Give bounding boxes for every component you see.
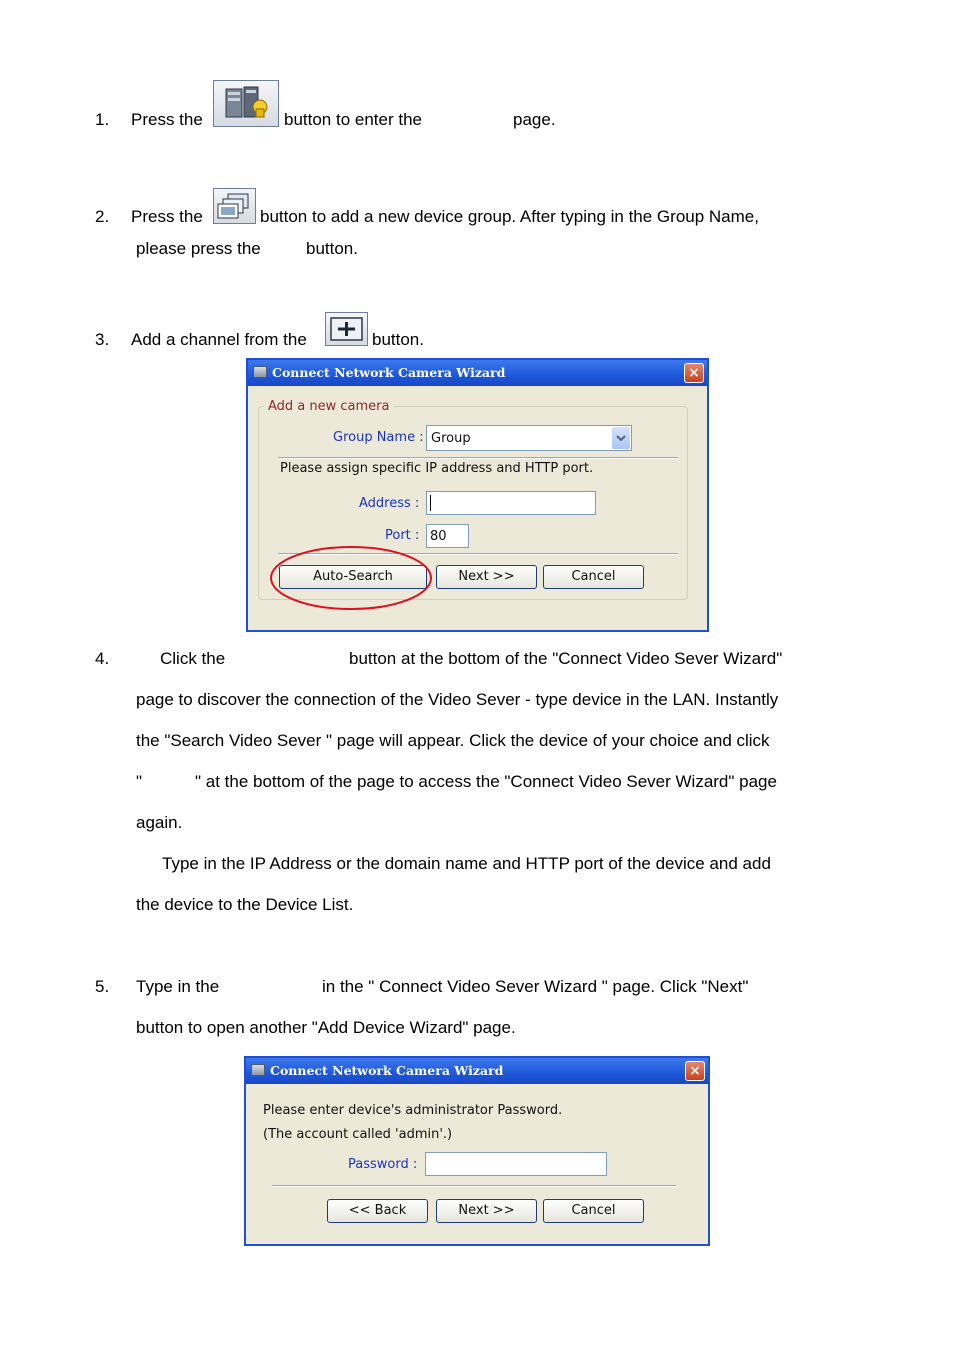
step4-line7: the device to the Device List. — [136, 895, 354, 914]
dialog-title: Connect Network Camera Wizard — [270, 1063, 504, 1078]
dialog-title-bar — [246, 1058, 708, 1084]
next-button[interactable]: Next >> — [436, 1199, 537, 1223]
step2-line2-a: please press the — [136, 239, 261, 258]
step5-text-post: in the " Connect Video Sever Wizard " page. Click "Next" — [322, 977, 749, 996]
step3-text-pre: Add a channel from the — [131, 330, 307, 349]
group-name-label: Group Name : — [333, 430, 424, 445]
step2-text-pre: Press the — [131, 207, 203, 226]
device-setup-icon[interactable] — [213, 80, 279, 127]
step1-number: 1. — [95, 110, 110, 129]
cancel-button[interactable]: Cancel — [543, 1199, 644, 1223]
step2-number: 2. — [95, 207, 110, 226]
step4-line5: again. — [136, 813, 183, 832]
port-label: Port : — [385, 528, 420, 543]
step5-text-pre: Type in the — [136, 977, 220, 996]
password-prompt: Please enter device's administrator Password. — [263, 1103, 563, 1118]
step3-number: 3. — [95, 330, 110, 349]
close-icon[interactable]: × — [684, 363, 704, 383]
account-note: (The account called 'admin'.) — [263, 1127, 453, 1142]
close-icon[interactable]: × — [685, 1061, 705, 1081]
divider — [272, 1185, 676, 1187]
group-name-value: Group — [431, 431, 471, 446]
step4-line6: Type in the IP Address or the domain name and HTTP port of the device and add — [162, 854, 771, 873]
step4-line4-a: " — [136, 772, 143, 791]
port-value: 80 — [430, 529, 447, 544]
step4-text-pre: Click the — [160, 649, 226, 668]
hint-text: Please assign specific IP address and HTTP port. — [280, 461, 594, 476]
step1-text-pre: Press the — [131, 110, 203, 129]
step2-line2-b: button. — [306, 239, 358, 258]
next-button[interactable]: Next >> — [436, 565, 537, 589]
text-cursor — [430, 495, 431, 511]
connect-camera-wizard-dialog — [246, 358, 709, 632]
step1-text-post: button to enter the — [284, 110, 422, 129]
groupbox-title: Add a new camera — [264, 399, 394, 414]
step3-text-post: button. — [372, 330, 424, 349]
group-name-select[interactable] — [426, 425, 632, 451]
back-button[interactable]: << Back — [327, 1199, 428, 1223]
add-group-icon[interactable] — [213, 188, 256, 224]
step2-text-post: button to add a new device group. After typing in the Group Name, — [260, 207, 759, 226]
highlight-ellipse — [266, 543, 436, 613]
step1-text-tail: page. — [513, 110, 556, 129]
step4-line3: the "Search Video Sever " page will appear. Click the device of your choice and click — [136, 731, 770, 750]
address-label: Address : — [359, 496, 420, 511]
app-icon — [253, 366, 267, 378]
step5-line2: button to open another "Add Device Wizard" page. — [136, 1018, 516, 1037]
step4-line2: page to discover the connection of the Video Sever - type device in the LAN. Instantly — [136, 690, 779, 709]
app-icon — [251, 1064, 265, 1076]
dialog-title-bar — [248, 360, 707, 386]
divider — [278, 457, 678, 459]
step4-number: 4. — [95, 649, 110, 668]
chevron-down-icon[interactable] — [612, 427, 630, 449]
password-label: Password : — [348, 1157, 418, 1172]
password-input[interactable] — [425, 1152, 607, 1176]
dialog-title: Connect Network Camera Wizard — [272, 365, 506, 380]
password-wizard-dialog — [244, 1056, 710, 1246]
step4-text-post: button at the bottom of the "Connect Video Sever Wizard" — [349, 649, 783, 668]
address-input[interactable] — [426, 491, 596, 515]
step4-line4-b: " at the bottom of the page to access the "Connect Video Sever Wizard" page — [195, 772, 777, 791]
auto-search-button[interactable]: Auto-Search — [279, 565, 427, 589]
step5-number: 5. — [95, 977, 110, 996]
cancel-button[interactable]: Cancel — [543, 565, 644, 589]
add-channel-icon[interactable] — [325, 312, 368, 346]
